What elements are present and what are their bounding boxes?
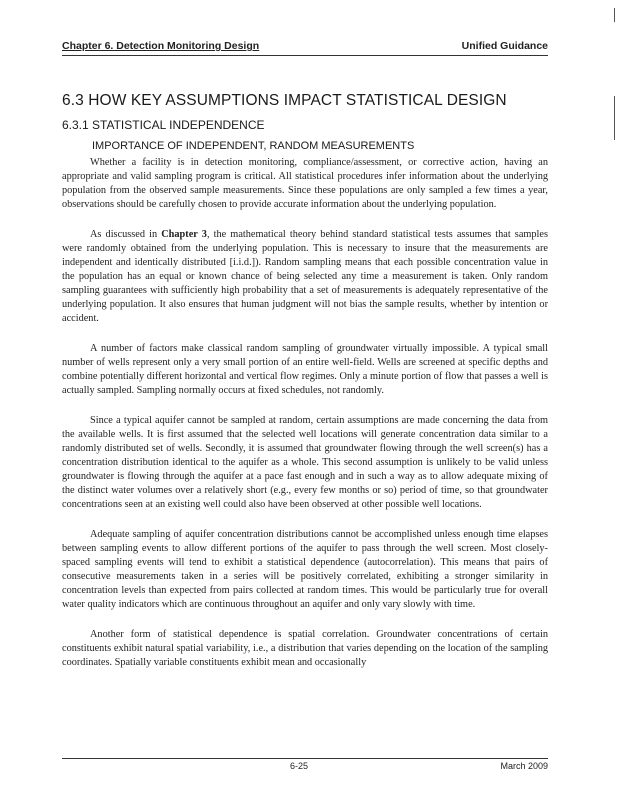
chapter-title: Chapter 6. Detection Monitoring Design [62,40,260,52]
scan-edge-mark [614,96,615,140]
footer-date: March 2009 [500,761,548,771]
subsection-heading: 6.3.1 STATISTICAL INDEPENDENCE [62,118,265,132]
paragraph: A number of factors make classical random sampling of groundwater virtually impossible. A typical small number of wells represent only a very small portion of an entire well-field. Wells are screened at specific depths and combine potentially different horizontal and vertical flow regimes. Only a minute portion of flow that passes a well is actually sampled. Sampling normally occurs at fixed schedules, not randomly. [62,343,548,396]
scan-edge-mark [614,8,615,22]
paragraph: Since a typical aquifer cannot be sampled at random, certain assumptions are made concerning the data from the available wells. It is first assumed that the selected well locations will generate concentration data similar to a randomly distributed set of wells. Secondly, it is assumed that groundwater flowing through the well screen(s) has a concentration distribution identical to the aquifer as a whole. This second assumption is unlikely to be valid unless groundwater is flowing through the aquifer at a pace fast enough and in such a way as to allow adequate mixing of the distinct water volumes over a relatively short (e.g., every few months or so) period of time, so that groundwater concentrations seen at an existing well could also have been observed at other possible well locations. [62,415,548,510]
paragraph: Another form of statistical dependence is spatial correlation. Groundwater concentrations of certain constituents exhibit natural spatial variability, i.e., a distribution that varies depending on the location of the sampling coordinates. Spatially variable constituents exhibit mean and occasionally [62,629,548,668]
page-footer [62,758,548,774]
guide-title: Unified Guidance [461,40,548,52]
paragraph [62,228,548,326]
body-text [62,156,548,670]
paragraph: Whether a facility is in detection monitoring, compliance/assessment, or corrective action, having an appropriate and valid sampling program is critical. All statistical procedures infer information about the underlying population from the observed sample measurements. Since these populations are only sampled a few times a year, observations should be carefully chosen to provide accurate information about the underlying population. [62,157,548,210]
subsubsection-heading: IMPORTANCE OF INDEPENDENT, RANDOM MEASUREMENTS [92,140,415,152]
chapter-reference: Chapter 3 [161,229,207,240]
section-heading: 6.3 HOW KEY ASSUMPTIONS IMPACT STATISTICAL DESIGN [62,92,507,109]
footer-rule [62,758,548,759]
page-header [62,37,548,55]
paragraph: Adequate sampling of aquifer concentration distributions cannot be accomplished unless enough time elapses between sampling events to allow different portions of the aquifer to pass through the well screen. Most closely-spaced sampling events will tend to exhibit a statistical dependence (autocorrelation). This means that pairs of consecutive measurements taken in a series will be positively correlated, exhibiting a stronger similarity in concentration levels than expected from pairs collected at random times. This would be particularly true for overall water quality indicators which are continuous throughout an aquifer and only vary slowly with time. [62,529,548,610]
header-rule [62,55,548,56]
paragraph-text: , the mathematical theory behind standard statistical tests assumes that samples were randomly obtained from the underlying population. This is necessary to insure that the measurements are independent and identically distributed [i.i.d.]). Random sampling means that each possible concentration value in the population has an equal or known chance of being selected any time a measurement is taken. Only random sampling guarantees with sufficiently high probability that a set of measurements is adequately representative of the underlying population. It also ensures that human judgment will not bias the sample results, whether by intention or accident. [62,229,548,324]
paragraph-text: As discussed in [90,229,162,240]
page-number: 6-25 [290,761,309,771]
